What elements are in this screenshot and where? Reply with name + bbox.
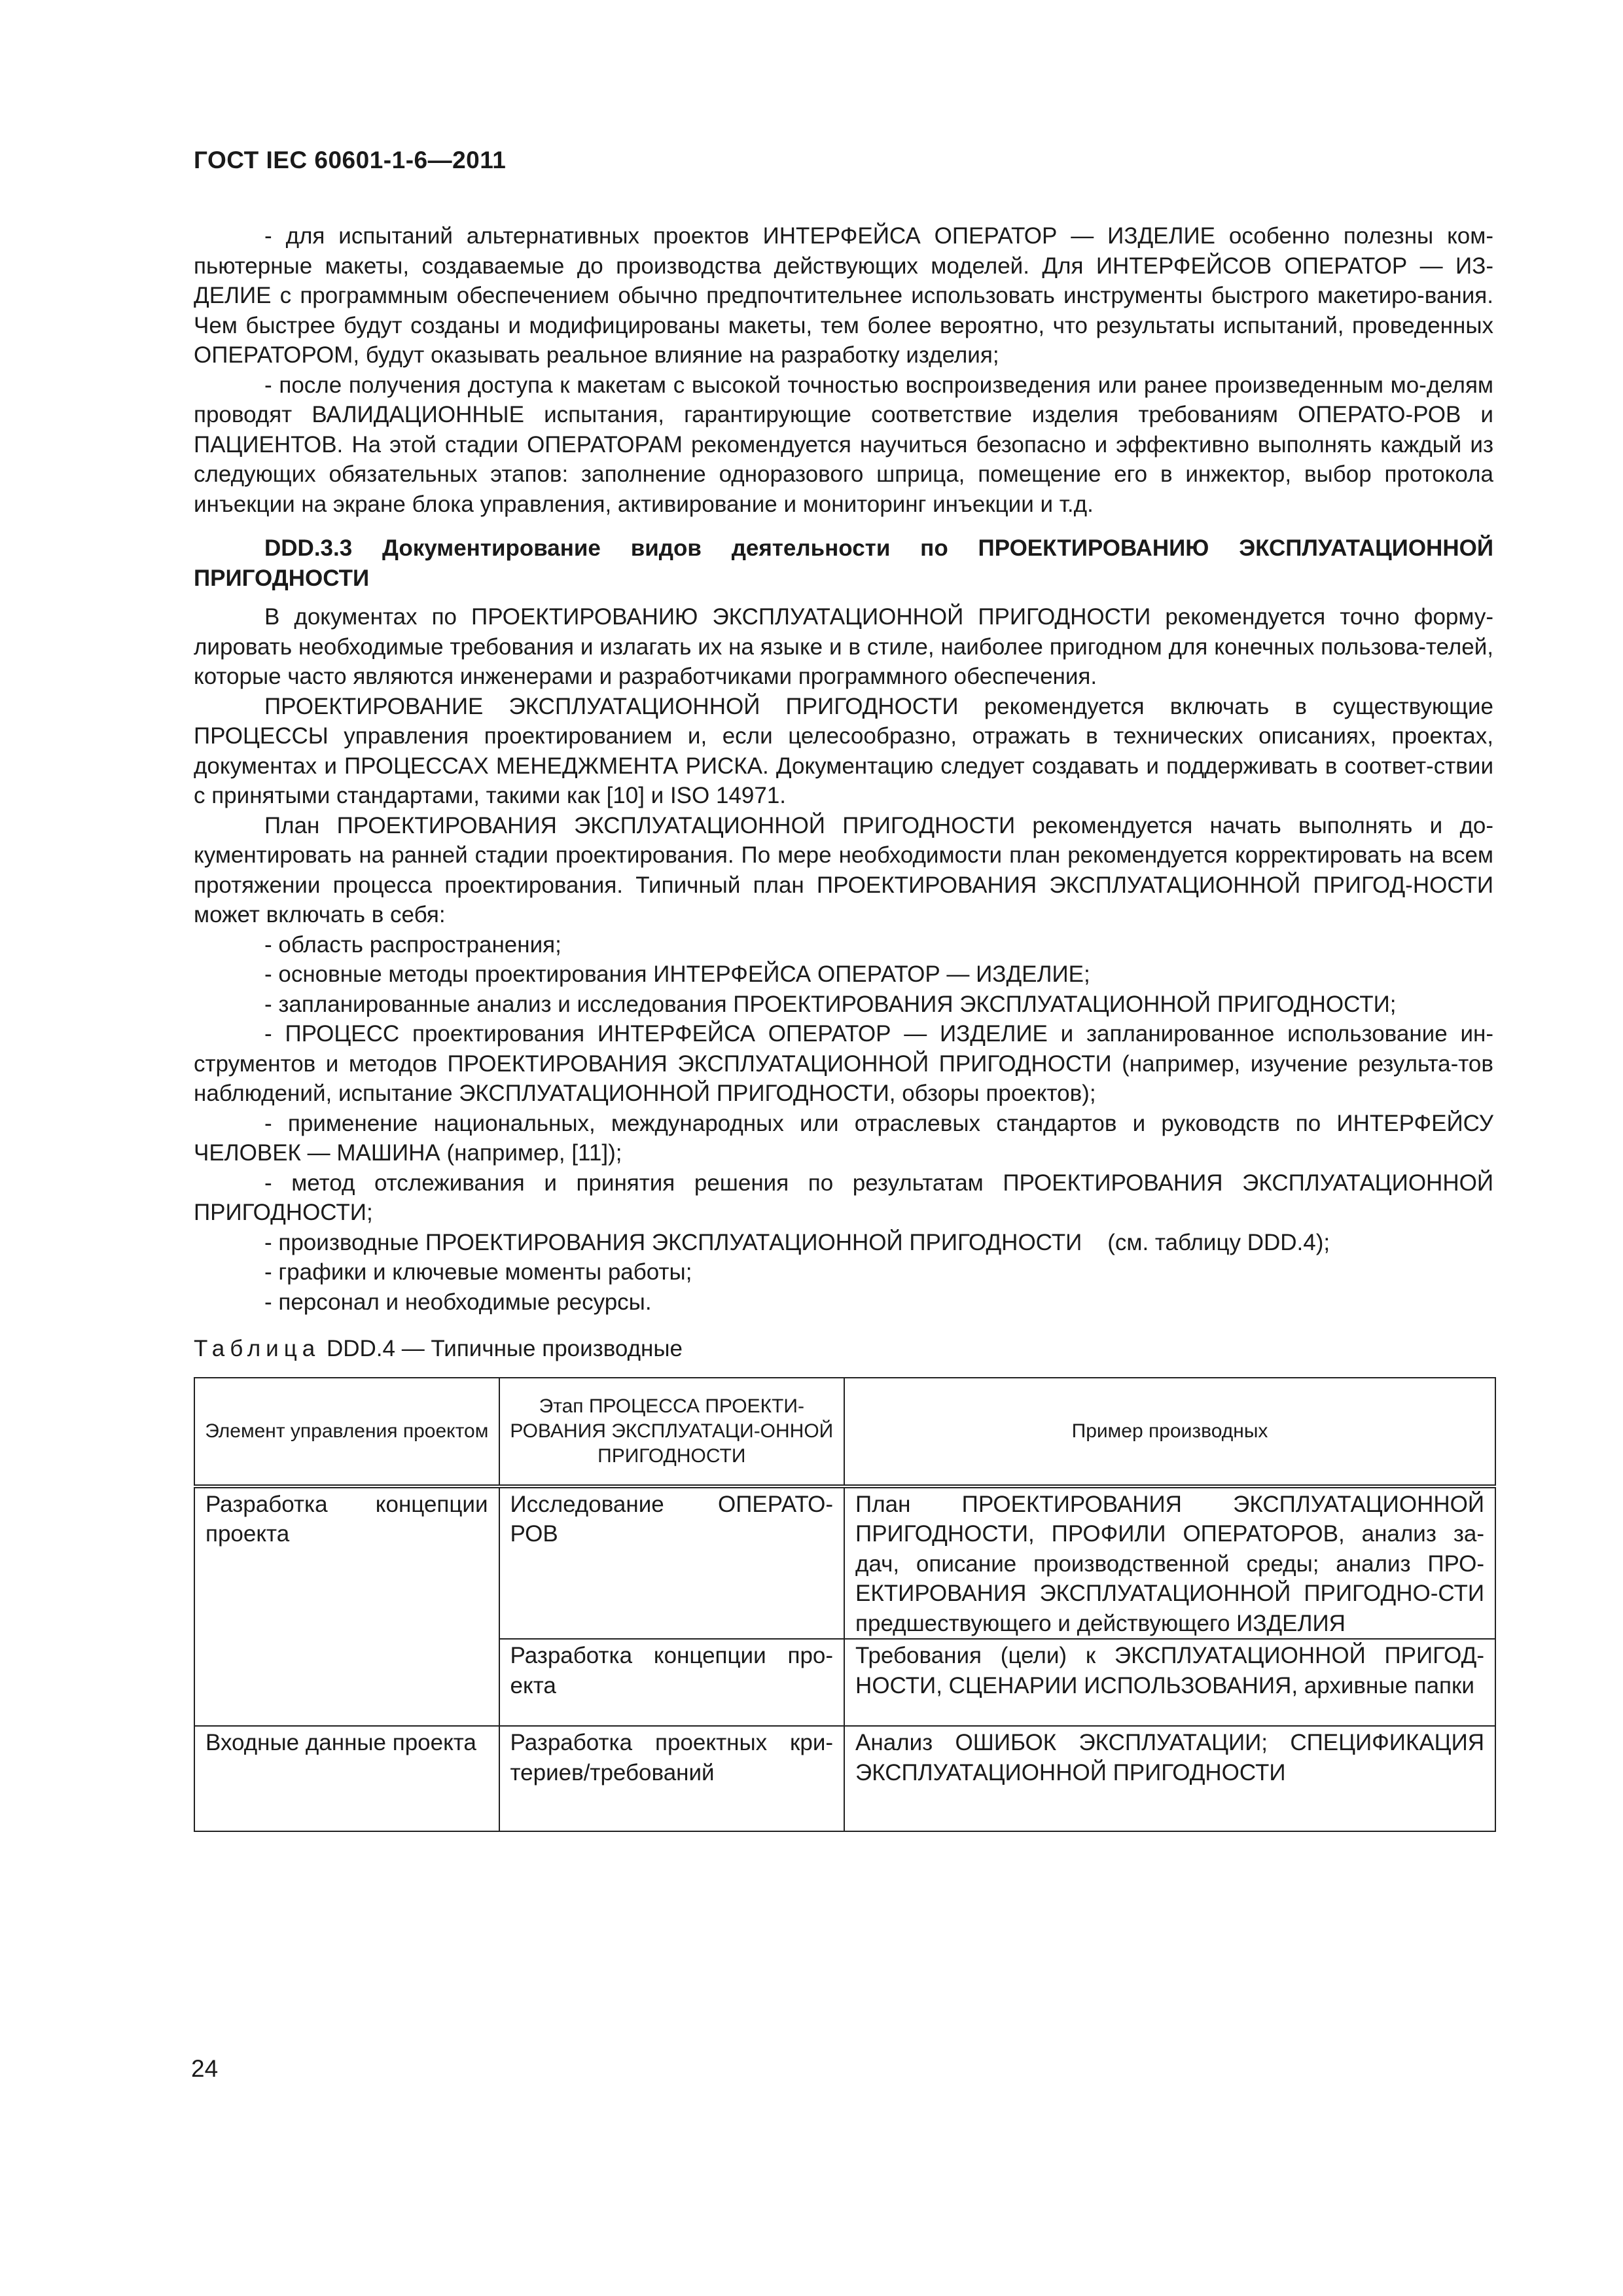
table-cell-stage: Исследование ОПЕРАТО-РОВ bbox=[499, 1486, 845, 1640]
table-caption bbox=[194, 1334, 1493, 1364]
paragraph: - после получения доступа к макетам с высокой точностью воспроизведения или ранее произведенным мо-делям проводят ВАЛИДАЦИОННЫЕ испытания, гарантирующие соответствие изделия требованиям ОПЕРАТО-РОВ и ПАЦИЕНТОВ. На этой стадии ОПЕРАТОРАМ рекомендуется научиться безопасно и эффективно выполнять каждый из следующих обязательных этапов: заполнение одноразового шприца, помещение его в инжектор, выбор протокола инъекции на экране блока управления, активирование и мониторинг инъекции и т.д. bbox=[194, 372, 1493, 517]
table-cell-example: План ПРОЕКТИРОВАНИЯ ЭКСПЛУАТАЦИОННОЙ ПРИГОДНОСТИ, ПРОФИЛИ ОПЕРАТОРОВ, анализ за-дач, описание производственной среды; анализ ПРО-ЕКТИРОВАНИЯ ЭКСПЛУАТАЦИОННОЙ ПРИГОДНО-СТИ предшествующего и действующего ИЗДЕЛИЯ bbox=[844, 1486, 1495, 1640]
document-header: ГОСТ IEC 60601-1-6—2011 bbox=[194, 147, 507, 173]
table-header-cell: Пример производных bbox=[844, 1378, 1495, 1486]
section-heading: DDD.3.3 Документирование видов деятельности по ПРОЕКТИРОВАНИЮ ЭКСПЛУАТАЦИОННОЙ ПРИГОДНОСТИ bbox=[194, 535, 1493, 591]
table-header-cell: Элемент управления проектом bbox=[194, 1378, 499, 1486]
list-item: - персонал и необходимые ресурсы. bbox=[264, 1289, 652, 1315]
table-header-row bbox=[194, 1378, 1495, 1486]
list-item: - метод отслеживания и принятия решения по результатам ПРОЕКТИРОВАНИЯ ЭКСПЛУАТАЦИОННОЙ ПРИГОДНОСТИ; bbox=[194, 1170, 1493, 1225]
list-item: - основные методы проектирования ИНТЕРФЕЙСА ОПЕРАТОР — ИЗДЕЛИЕ; bbox=[264, 961, 1090, 987]
table-caption-text: DDD.4 — Типичные производные bbox=[326, 1336, 683, 1361]
table-cell-example: Требования (цели) к ЭКСПЛУАТАЦИОННОЙ ПРИГОД-НОСТИ, СЦЕНАРИИ ИСПОЛЬЗОВАНИЯ, архивные папки bbox=[844, 1639, 1495, 1726]
list-item: - производные ПРОЕКТИРОВАНИЯ ЭКСПЛУАТАЦИОННОЙ ПРИГОДНОСТИ (см. таблицу DDD.4); bbox=[264, 1229, 1330, 1255]
derivatives-table bbox=[194, 1377, 1496, 1833]
list-item: - ПРОЦЕСС проектирования ИНТЕРФЕЙСА ОПЕРАТОР — ИЗДЕЛИЕ и запланированное использование ин-струментов и методов ПРОЕКТИРОВАНИЯ ЭКСПЛУАТАЦИОННОЙ ПРИГОДНОСТИ (например, изучение результа-тов наблюдений, испытание ЭКСПЛУАТАЦИОННОЙ ПРИГОДНОСТИ, обзоры проектов); bbox=[194, 1021, 1493, 1106]
page-number: 24 bbox=[191, 2055, 219, 2082]
paragraph: План ПРОЕКТИРОВАНИЯ ЭКСПЛУАТАЦИОННОЙ ПРИГОДНОСТИ рекомендуется начать выполнять и до-кументировать на ранней стадии проектирования. По мере необходимости план рекомендуется корректировать на всем протяжении процесса проектирования. Типичный план ПРОЕКТИРОВАНИЯ ЭКСПЛУАТАЦИОННОЙ ПРИГОД-НОСТИ может включать в себя: bbox=[194, 812, 1493, 927]
list-item: - графики и ключевые моменты работы; bbox=[264, 1259, 692, 1285]
table-header-cell: Этап ПРОЦЕССА ПРОЕКТИ-РОВАНИЯ ЭКСПЛУАТАЦИ-ОННОЙ ПРИГОДНОСТИ bbox=[499, 1378, 845, 1486]
table-row bbox=[194, 1486, 1495, 1640]
paragraph: В документах по ПРОЕКТИРОВАНИЮ ЭКСПЛУАТАЦИОННОЙ ПРИГОДНОСТИ рекомендуется точно форму-лировать необходимые требования и излагать их на языке и в стиле, наиболее пригодном для конечных пользова-телей, которые часто являются инженерами и разработчиками программного обеспечения. bbox=[194, 604, 1493, 689]
paragraph: ПРОЕКТИРОВАНИЕ ЭКСПЛУАТАЦИОННОЙ ПРИГОДНОСТИ рекомендуется включать в существующие ПРОЦЕССЫ управления проектированием и, если целесообразно, отражать в технических описаниях, проектах, документах и ПРОЦЕССАХ МЕНЕДЖМЕНТА РИСКА. Документацию следует создавать и поддерживать в соответ-ствии с принятыми стандартами, такими как [10] и ISO 14971. bbox=[194, 693, 1493, 808]
table-cell-stage: Разработка проектных кри-териев/требований bbox=[499, 1726, 845, 1831]
list-item: - применение национальных, международных или отраслевых стандартов и руководств по ИНТЕРФЕЙСУ ЧЕЛОВЕК — МАШИНА (например, [11]); bbox=[194, 1110, 1493, 1166]
list-item: - область распространения; bbox=[264, 931, 562, 958]
table-row bbox=[194, 1726, 1495, 1831]
list-item: - запланированные анализ и исследования ПРОЕКТИРОВАНИЯ ЭКСПЛУАТАЦИОННОЙ ПРИГОДНОСТИ; bbox=[264, 991, 1397, 1017]
paragraph: - для испытаний альтернативных проектов ИНТЕРФЕЙСА ОПЕРАТОР — ИЗДЕЛИЕ особенно полезны ком-пьютерные макеты, создаваемые до производства действующих моделей. Для ИНТЕРФЕЙСОВ ОПЕРАТОР — ИЗ-ДЕЛИЕ с программным обеспечением обычно предпочтительнее использовать инструменты быстрого макетиро-вания. Чем быстрее будут созданы и модифицированы макеты, тем более вероятно, что результаты испытаний, проведенных ОПЕРАТОРОМ, будут оказывать реальное влияние на разработку изделия; bbox=[194, 223, 1493, 368]
document-body bbox=[194, 221, 1493, 1832]
table-caption-label: Таблица bbox=[194, 1336, 321, 1361]
table-cell-element: Входные данные проекта bbox=[194, 1726, 499, 1831]
table-cell-example: Анализ ОШИБОК ЭКСПЛУАТАЦИИ; СПЕЦИФИКАЦИЯ ЭКСПЛУАТАЦИОННОЙ ПРИГОДНОСТИ bbox=[844, 1726, 1495, 1831]
table-cell-stage: Разработка концепции про-екта bbox=[499, 1639, 845, 1726]
table-cell-element: Разработка концепции проекта bbox=[194, 1486, 499, 1727]
